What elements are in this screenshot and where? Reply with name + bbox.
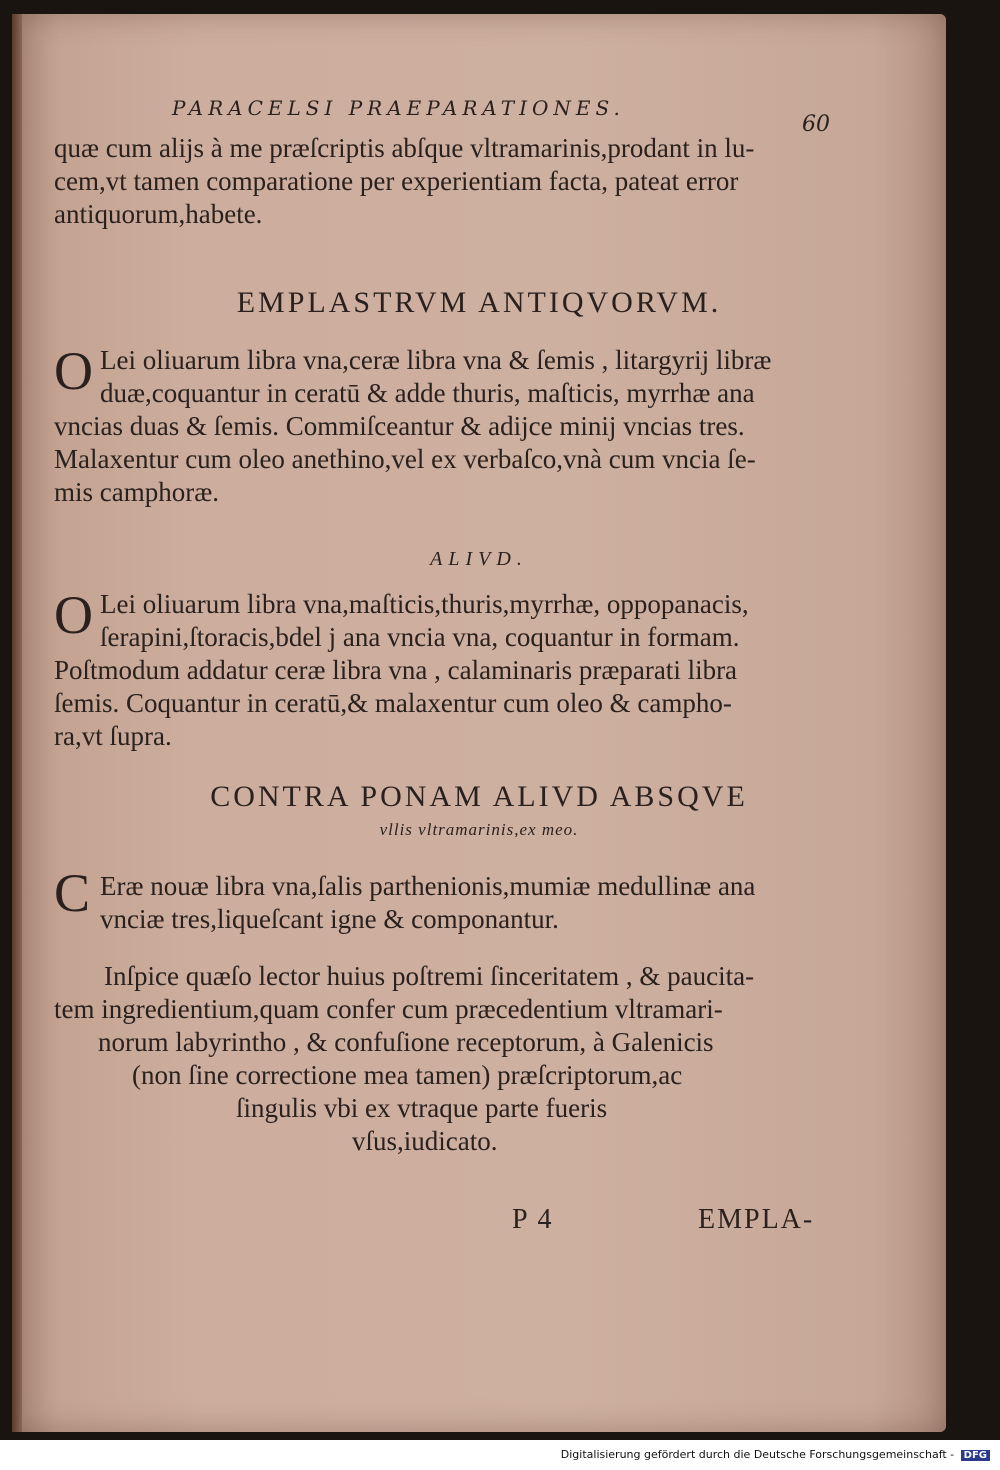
section3-paragraph <box>54 870 826 936</box>
credit-text: Digitalisierung gefördert durch die Deutsche Forschungsgemeinschaft - <box>560 1448 955 1461</box>
text-line: ſemis. Coquantur in ceratū,& malaxentur cum oleo & campho- <box>54 688 732 718</box>
closing-paragraph <box>54 960 826 1158</box>
intro-paragraph <box>54 132 826 231</box>
text-line: vnciæ tres,liqueſcant igne & componantur. <box>100 904 559 934</box>
binding-edge <box>12 14 22 1432</box>
text-line: Malaxentur cum oleo anethino,vel ex verbaſco,vnà cum vncia ſe- <box>54 444 756 474</box>
text-line: cem,vt tamen comparatione per experientiam facta, pateat error <box>54 166 739 196</box>
section-heading-emplastrum: EMPLASTRVM ANTIQVORVM. <box>236 286 722 319</box>
text-line: mis camphoræ. <box>54 477 219 507</box>
text-line: vſus,iudicato. <box>352 1126 498 1156</box>
book-page <box>12 14 946 1432</box>
text-line: norum labyrintho , & confuſione receptorum, à Galenicis <box>98 1027 714 1057</box>
section-heading-contra-ponam: CONTRA PONAM ALIVD ABSQVE <box>210 780 748 813</box>
drop-cap: C <box>54 863 91 923</box>
text-line: quæ cum alijs à me præſcriptis abſque vltramarinis,prodant in lu- <box>54 133 755 163</box>
text-line: Poſtmodum addatur ceræ libra vna , calaminaris præparati libra <box>54 655 738 685</box>
drop-cap: O <box>54 341 93 401</box>
text-line: duæ,coquantur in ceratū & adde thuris, maſticis, myrrhæ ana <box>100 378 755 408</box>
text-line: ſerapini,ſtoracis,bdel j ana vncia vna, coquantur in formam. <box>100 622 740 652</box>
digitization-credit <box>561 1448 990 1461</box>
text-line: ſingulis vbi ex vtraque parte fueris <box>236 1093 608 1123</box>
text-line: (non ſine correctione mea tamen) præſcriptorum,ac <box>132 1060 683 1090</box>
folio-number: 60 <box>802 112 830 137</box>
text-line: vncias duas & ſemis. Commiſceantur & adijce minij vncias tres. <box>54 411 745 441</box>
running-head: PARACELSI PRAEPARATIONES. <box>172 96 625 120</box>
text-line: ra,vt ſupra. <box>54 721 172 751</box>
drop-cap: O <box>54 585 93 645</box>
text-line: Inſpice quæſo lector huius poſtremi ſinceritatem , & paucita- <box>104 961 755 991</box>
section1-paragraph <box>54 341 826 509</box>
text-line: antiquorum,habete. <box>54 199 263 229</box>
section-heading-aliud: ALIVD. <box>430 548 528 570</box>
text-line: Lei oliuarum libra vna,ceræ libra vna & ſemis , litargyrij libræ <box>100 345 772 375</box>
signature-mark: P 4 <box>512 1204 554 1235</box>
text-line: Eræ nouæ libra vna,ſalis parthenionis,mumiæ medullinæ ana <box>100 871 756 901</box>
section2-paragraph <box>54 585 826 753</box>
text-line: Lei oliuarum libra vna,maſticis,thuris,myrrhæ, oppopanacis, <box>100 589 749 619</box>
section-subheading: vllis vltramarinis,ex meo. <box>379 820 579 839</box>
dfg-logo: DFG <box>961 1450 990 1461</box>
text-line: tem ingredientium,quam confer cum præcedentium vltramari- <box>54 994 723 1024</box>
catchword: EMPLA- <box>698 1204 815 1235</box>
